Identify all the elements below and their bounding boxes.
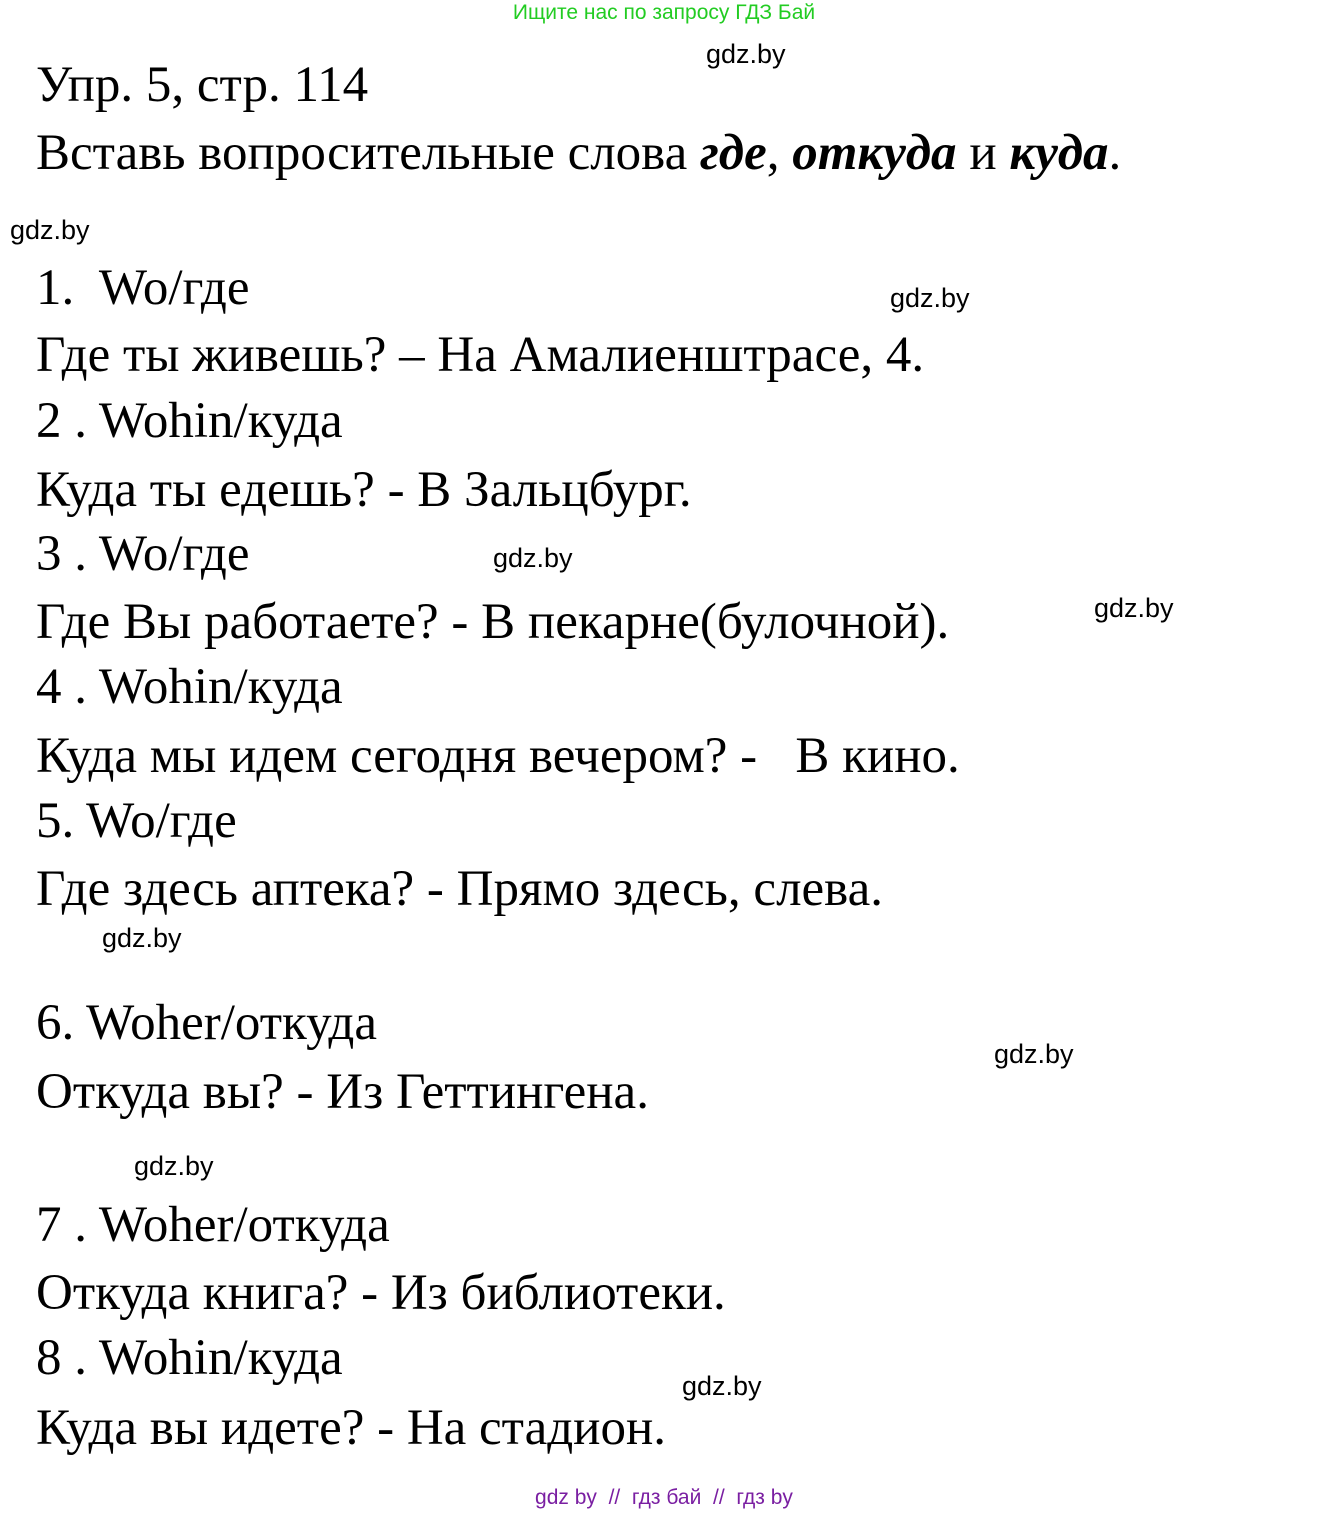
- answer-2-sentence: Куда ты едешь? - В Зальцбург.: [36, 462, 692, 518]
- top-banner: Ищите нас по запросу ГДЗ Бай: [512, 1, 816, 24]
- instruction-text: Вставь вопросительные слова: [36, 125, 700, 181]
- watermark: gdz.by: [10, 215, 90, 245]
- answer-5-sentence: Где здесь аптека? - Прямо здесь, слева.: [36, 861, 883, 917]
- instruction-word-kuda: куда: [1009, 125, 1109, 181]
- watermark: gdz.by: [102, 923, 182, 953]
- watermark: gdz.by: [706, 39, 786, 69]
- watermark: gdz.by: [682, 1371, 762, 1401]
- watermark: gdz.by: [994, 1039, 1074, 1069]
- answer-1-label: 1. Wo/где: [36, 260, 250, 316]
- answer-8-label: 8 . Wohin/куда: [36, 1330, 343, 1386]
- answer-4-label: 4 . Wohin/куда: [36, 659, 343, 715]
- answer-7-label: 7 . Woher/откуда: [36, 1197, 390, 1253]
- answer-5-label: 5. Wo/где: [36, 793, 237, 849]
- answer-1-sentence: Где ты живешь? – На Амалиенштрасе, 4.: [36, 327, 925, 383]
- watermark: gdz.by: [493, 543, 573, 573]
- watermark: gdz.by: [890, 283, 970, 313]
- answer-6-sentence: Откуда вы? - Из Геттингена.: [36, 1064, 649, 1120]
- instruction-end: .: [1108, 125, 1122, 181]
- watermark: gdz.by: [134, 1151, 214, 1181]
- instruction-sep-1: ,: [766, 125, 793, 181]
- answer-3-label: 3 . Wo/где: [36, 526, 250, 582]
- bottom-banner: gdz by // гдз бай // гдз by: [535, 1486, 793, 1509]
- instruction-word-otkuda: откуда: [792, 125, 957, 181]
- instruction: [36, 123, 1121, 183]
- instruction-sep-2: и: [956, 125, 1010, 181]
- watermark: gdz.by: [1094, 593, 1174, 623]
- answer-4-sentence: Куда мы идем сегодня вечером? - В кино.: [36, 728, 960, 784]
- answer-7-sentence: Откуда книга? - Из библиотеки.: [36, 1265, 726, 1321]
- exercise-heading: Упр. 5, стр. 114: [36, 57, 369, 113]
- answer-3-sentence: Где Вы работаете? - В пекарне(булочной).: [36, 594, 950, 650]
- answer-8-sentence: Куда вы идете? - На стадион.: [36, 1400, 667, 1456]
- answer-2-label: 2 . Wohin/куда: [36, 393, 343, 449]
- instruction-word-gde: где: [699, 125, 767, 181]
- answer-6-label: 6. Woher/откуда: [36, 995, 377, 1051]
